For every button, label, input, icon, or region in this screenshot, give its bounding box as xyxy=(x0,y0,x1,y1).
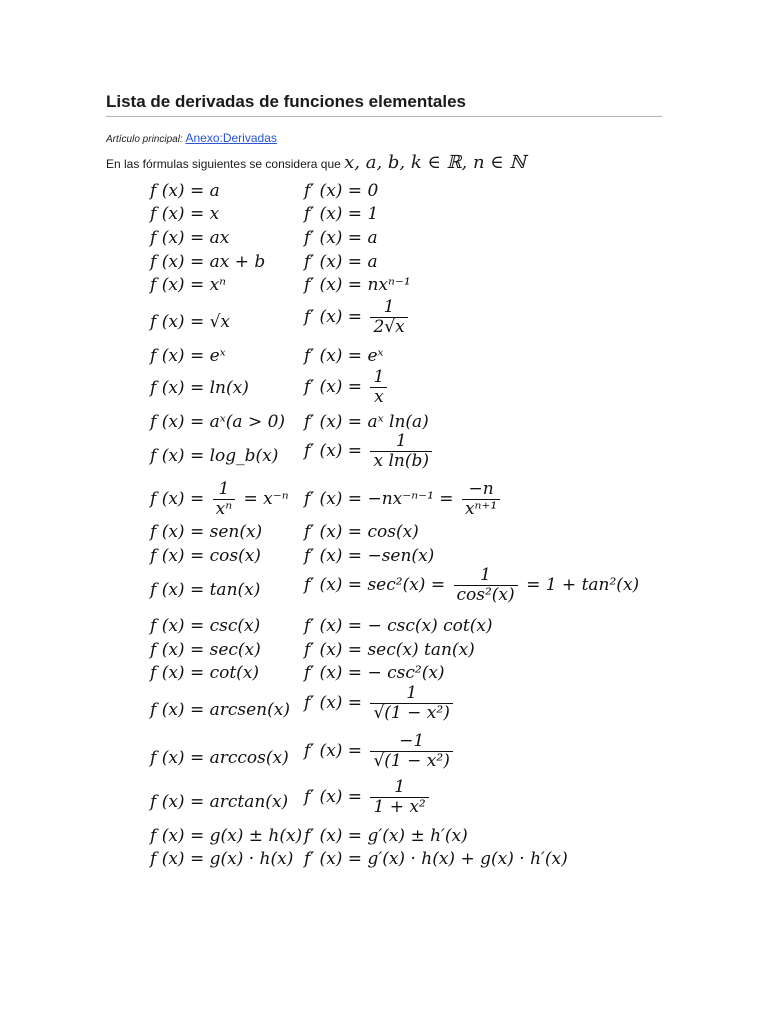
formula-function: f (x) = eˣ xyxy=(150,346,226,366)
fraction xyxy=(454,566,518,605)
fraction-denominator: xⁿ xyxy=(213,499,235,520)
section-heading: Lista de derivadas de funciones elementales xyxy=(106,92,466,111)
formula-function: f (x) = arccos(x) xyxy=(150,748,289,768)
formula-derivative: f′ (x) = − csc²(x) xyxy=(304,663,445,683)
fraction xyxy=(213,480,235,519)
formula-function: f (x) = arcsen(x) xyxy=(150,700,290,720)
fraction xyxy=(370,432,432,471)
formula-function: f (x) = ax xyxy=(150,228,230,248)
derivative-prefix: f′ (x) = xyxy=(304,307,363,328)
formula-function: f (x) = aˣ(a > 0) xyxy=(150,412,286,432)
formula-derivative: f′ (x) = 1 xyxy=(304,204,379,224)
formula-function: f (x) = cos(x) xyxy=(150,546,261,566)
formula-function: f (x) = cot(x) xyxy=(150,663,260,683)
intro-math: x, a, b, k ∈ ℝ, n ∈ ℕ xyxy=(344,152,526,173)
formula-derivative: f′ (x) = a xyxy=(304,252,378,272)
fraction-numerator: 1 xyxy=(373,367,385,387)
formula-derivative: f′ (x) = aˣ ln(a) xyxy=(304,412,429,432)
derivative-prefix: f′ (x) = xyxy=(304,377,363,398)
function-suffix: = x⁻ⁿ xyxy=(243,489,289,510)
formula-function: f (x) = g(x) · h(x) xyxy=(150,849,294,869)
fraction-numerator: −n xyxy=(468,479,494,499)
fraction-denominator: x ln(b) xyxy=(370,451,432,472)
formula-derivative: f′ (x) = eˣ xyxy=(304,346,384,366)
main-article-link[interactable]: Anexo:Derivadas xyxy=(185,131,277,145)
fraction-numerator: −1 xyxy=(399,731,425,751)
main-article-label: Artículo principal: xyxy=(106,134,183,145)
fraction-denominator: xⁿ⁺¹ xyxy=(462,499,500,520)
derivative-prefix: f′ (x) = xyxy=(304,693,363,714)
formula-function: f (x) = g(x) ± h(x) xyxy=(150,826,303,846)
fraction-denominator: √(1 − x²) xyxy=(370,703,452,724)
fraction-numerator: 1 xyxy=(383,297,395,317)
derivative-suffix: = 1 + tan²(x) xyxy=(526,575,640,596)
formula-derivative xyxy=(304,778,432,817)
formula-function: f (x) = sen(x) xyxy=(150,522,263,542)
formula-derivative xyxy=(304,684,456,723)
function-prefix: f (x) = xyxy=(150,489,205,510)
fraction-denominator: √(1 − x²) xyxy=(370,751,452,772)
derivative-prefix: f′ (x) = xyxy=(304,441,363,462)
formula-function: f (x) = ln(x) xyxy=(150,378,249,398)
fraction xyxy=(462,480,500,519)
formula-function: f (x) = csc(x) xyxy=(150,616,261,636)
formula-function: f (x) = log_b(x) xyxy=(150,446,279,466)
fraction xyxy=(370,368,387,407)
formula-derivative: f′ (x) = −sen(x) xyxy=(304,546,435,566)
formula-derivative xyxy=(304,432,435,471)
formula-derivative: f′ (x) = − csc(x) cot(x) xyxy=(304,616,493,636)
formula-derivative: f′ (x) = sec(x) tan(x) xyxy=(304,640,475,660)
formula-derivative: f′ (x) = g′(x) · h(x) + g(x) · h′(x) xyxy=(304,849,568,869)
fraction-numerator: 1 xyxy=(480,565,491,585)
derivative-prefix: f′ (x) = sec²(x) = xyxy=(304,575,446,596)
formula-function xyxy=(150,480,289,519)
formula-derivative xyxy=(304,566,639,605)
intro-paragraph xyxy=(106,152,526,173)
fraction xyxy=(370,298,407,337)
intro-text: En las fórmulas siguientes se considera que xyxy=(106,157,341,171)
fraction xyxy=(370,732,452,771)
formula-derivative: f′ (x) = nxⁿ⁻¹ xyxy=(304,275,411,295)
formula-function: f (x) = sec(x) xyxy=(150,640,261,660)
fraction-numerator: 1 xyxy=(218,479,230,499)
derivative-prefix: f′ (x) = xyxy=(304,787,363,808)
fraction-denominator: x xyxy=(370,387,387,408)
main-article-note xyxy=(106,131,277,145)
formula-function: f (x) = ax + b xyxy=(150,252,266,272)
formula-derivative: f′ (x) = g′(x) ± h′(x) xyxy=(304,826,468,846)
fraction-numerator: 1 xyxy=(406,683,418,703)
formula-derivative: f′ (x) = a xyxy=(304,228,378,248)
formula-function: f (x) = √x xyxy=(150,312,231,332)
formula-derivative xyxy=(304,480,503,519)
formula-derivative: f′ (x) = 0 xyxy=(304,181,379,201)
formula-function: f (x) = a xyxy=(150,181,220,201)
derivative-prefix: f′ (x) = −nx⁻ⁿ⁻¹ = xyxy=(304,489,454,510)
fraction-denominator: 2√x xyxy=(370,317,407,338)
formula-derivative: f′ (x) = cos(x) xyxy=(304,522,419,542)
formula-derivative xyxy=(304,368,390,407)
fraction-denominator: 1 + x² xyxy=(370,797,428,818)
heading-divider xyxy=(106,116,662,117)
formula-function: f (x) = tan(x) xyxy=(150,580,261,600)
formula-derivative xyxy=(304,732,456,771)
formula-function: f (x) = xⁿ xyxy=(150,275,227,295)
fraction-denominator: cos²(x) xyxy=(454,585,518,606)
fraction xyxy=(370,778,428,817)
formula-function: f (x) = x xyxy=(150,204,220,224)
fraction-numerator: 1 xyxy=(395,431,407,451)
fraction xyxy=(370,684,452,723)
derivative-prefix: f′ (x) = xyxy=(304,741,363,762)
fraction-numerator: 1 xyxy=(394,777,406,797)
formula-function: f (x) = arctan(x) xyxy=(150,792,289,812)
formula-derivative xyxy=(304,298,411,337)
